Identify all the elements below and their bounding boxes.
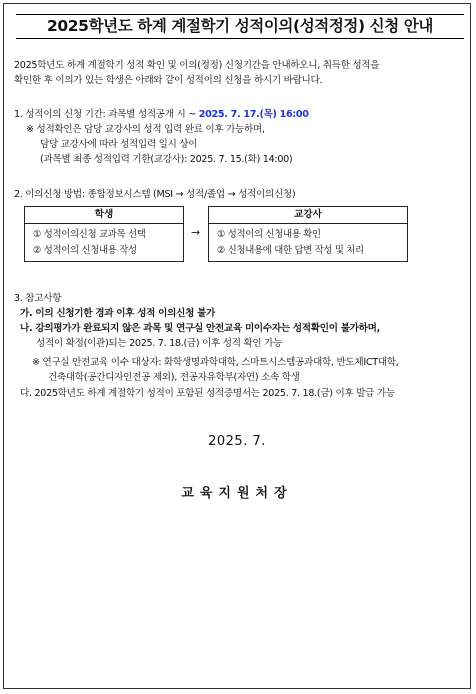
section3-item-na-2: 성적이 확정(이관)되는 2025. 7. 18.(금) 이후 성적 확인 가능	[36, 338, 283, 349]
student-header: 학생	[25, 207, 183, 224]
student-steps-box	[24, 206, 184, 262]
instructor-steps-box	[208, 206, 408, 262]
flow-arrow: →	[191, 226, 201, 239]
section1-note-1: ※ 성적확인은 담당 교강사의 성적 입력 완료 이후 가능하며,	[26, 124, 265, 135]
intro-line-2: 확인한 후 이의가 있는 학생은 아래와 같이 성적이의 신청을 하시기 바랍니다.	[14, 75, 323, 86]
section3-item-da: 다. 2025학년도 하계 계절학기 성적이 포함된 성적증명서는 2025. 7. 18.(금) 이후 발급 가능	[20, 388, 395, 399]
instructor-step-2: ② 신청내용에 대한 답변 작성 및 처리	[217, 245, 364, 256]
issuing-office: 교육지원처장	[181, 486, 293, 501]
section3-note-1: ※ 연구실 안전교육 이수 대상자: 화학생명과학대학, 스마트시스템공과대학, 반도체ICT대학,	[32, 357, 399, 368]
section3-label: 3. 참고사항	[14, 293, 62, 304]
intro-line-1: 2025학년도 하계 계절학기 성적 확인 및 이의(정정) 신청기간을 안내하오니, 취득한 성적을	[14, 60, 380, 71]
section1-note-2: 담당 교강사에 따라 성적입력 일시 상이	[40, 139, 198, 150]
section3-item-ga: 가. 이의 신청기한 경과 이후 성적 이의신청 불가	[20, 308, 216, 319]
section2-label: 2. 이의신청 방법: 종합정보시스템 (MSI → 성적/졸업 → 성적이의신청)	[14, 189, 296, 200]
title-top-rule	[16, 14, 464, 15]
section3-note-2: 건축대학(공간디자인전공 제외), 전공자유학부(자연) 소속 학생	[48, 372, 300, 383]
section1-line	[14, 108, 309, 121]
student-step-1: ① 성적이의신청 교과목 선택	[33, 229, 146, 240]
title-box	[16, 14, 464, 38]
section1-label: 1. 성적이의 신청 기간: 과목별 성적공개 시 ~	[14, 109, 199, 120]
section1-deadline: 2025. 7. 17.(목) 16:00	[198, 109, 309, 120]
document-page	[3, 3, 471, 689]
instructor-step-1: ① 성적이의 신청내용 확인	[217, 229, 321, 240]
instructor-header: 교강사	[209, 207, 407, 224]
page-title: 2025학년도 하계 계절학기 성적이의(성적정정) 신청 안내	[47, 17, 433, 35]
student-step-2: ② 성적이의 신청내용 작성	[33, 245, 137, 256]
title-bottom-rule	[16, 38, 464, 39]
section1-note-3: (과목별 최종 성적입력 기한(교강사): 2025. 7. 15.(화) 14:00)	[40, 154, 293, 165]
section3-item-na-1: 나. 강의평가가 완료되지 않은 과목 및 연구실 안전교육 미이수자는 성적확인이 불가하며,	[20, 323, 380, 334]
issue-date: 2025. 7.	[208, 434, 266, 449]
